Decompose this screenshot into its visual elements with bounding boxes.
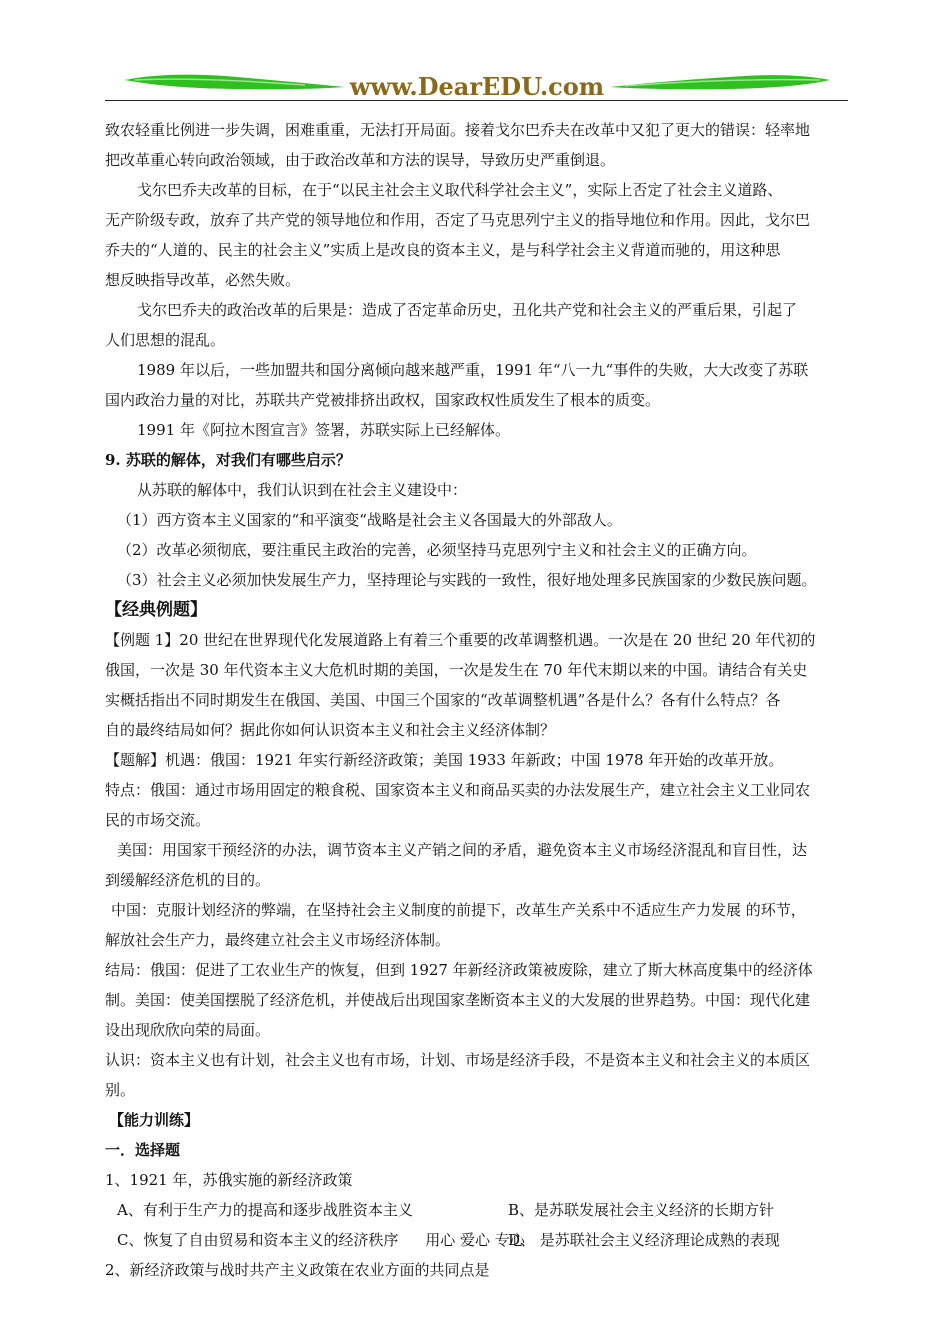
example-question-line: 自的最终结局如何？据此你如何认识资本主义和社会主义经济体制？ xyxy=(105,721,556,739)
paragraph-line: 人们思想的混乱。 xyxy=(105,331,226,349)
paragraph-line: 戈尔巴乔夫的政治改革的后果是：造成了否定革命历史，丑化共产党和社会主义的严重后果，引起了 xyxy=(137,301,798,319)
section-heading-examples: 【经典例题】 xyxy=(105,600,207,620)
site-logo-text: www.DearEDU.com xyxy=(349,72,605,101)
answer-line: 制。美国：使美国摆脱了经济危机，并使战后出现国家垄断资本主义的大发展的世界趋势。中国：现代化建 xyxy=(105,991,811,1009)
paragraph-line: 无产阶级专政，放弃了共产党的领导地位和作用，否定了马克思列宁主义的指导地位和作用。因此，戈尔巴 xyxy=(105,211,811,229)
example-question-line: 【例题 1】20 世纪在世界现代化发展道路上有着三个重要的改革调整机遇。一次是在 20 世纪 20 年代初的 xyxy=(105,631,816,649)
site-header-banner xyxy=(105,68,850,102)
paragraph-line: 1991 年《阿拉木图宣言》签署，苏联实际上已经解体。 xyxy=(137,421,510,439)
paragraph-line: 从苏联的解体中，我们认识到在社会主义建设中： xyxy=(137,481,468,499)
answer-line: 认识：资本主义也有计划，社会主义也有市场，计划、市场是经济手段，不是资本主义和社会主义的本质区 xyxy=(105,1051,811,1069)
option-a: A、有利于生产力的提高和逐步战胜资本主义 xyxy=(117,1201,413,1219)
answer-line: 解放社会生产力，最终建立社会主义市场经济体制。 xyxy=(105,931,451,949)
question-heading: 9. 苏联的解体，对我们有哪些启示？ xyxy=(105,451,351,469)
section-heading-training: 【能力训练】 xyxy=(109,1111,200,1129)
option-row xyxy=(105,1195,850,1225)
example-question-line: 实概括指出不同时期发生在俄国、美国、中国三个国家的“改革调整机遇”各是什么？各有什么特点？各 xyxy=(105,691,781,709)
option-b: B、是苏联发展社会主义经济的长期方针 xyxy=(508,1201,775,1219)
answer-line: 特点：俄国：通过市场用固定的粮食税、国家资本主义和商品买卖的办法发展生产，建立社会主义工业同农 xyxy=(105,781,811,799)
document-body xyxy=(105,115,850,1285)
answer-line: 民的市场交流。 xyxy=(105,811,211,829)
subsection-heading: 一．选择题 xyxy=(105,1141,181,1159)
answer-line: 到缓解经济危机的目的。 xyxy=(105,871,271,889)
answer-line: 【题解】机遇：俄国：1921 年实行新经济政策；美国 1933 年新政；中国 1978 年开始的改革开放。 xyxy=(105,751,784,769)
paragraph-line: 想反映指导改革，必然失败。 xyxy=(105,271,301,289)
answer-line: 美国：用国家干预经济的办法，调节资本主义产销之间的矛盾，避免资本主义市场经济混乱和盲目性，达 xyxy=(117,841,808,859)
list-item: （1）西方资本主义国家的“和平演变“战略是社会主义各国最大的外部敌人。 xyxy=(117,511,622,529)
example-question-line: 俄国，一次是 30 年代资本主义大危机时期的美国，一次是发生在 70 年代末期以来的中国。请结合有关史 xyxy=(105,661,808,679)
answer-line: 设出现欣欣向荣的局面。 xyxy=(105,1021,271,1039)
paragraph-line: 1989 年以后，一些加盟共和国分离倾向越来越严重，1991 年“八一九“事件的失败，大大改变了苏联 xyxy=(137,361,809,379)
answer-line: 别。 xyxy=(105,1081,136,1099)
question-stem: 2、新经济政策与战时共产主义政策在农业方面的共同点是 xyxy=(105,1261,490,1279)
list-item: （2）改革必须彻底，要注重民主政治的完善，必须坚持马克思列宁主义和社会主义的正确方向。 xyxy=(117,541,757,559)
paragraph-line: 国内政治力量的对比，苏联共产党被排挤出政权，国家政权性质发生了根本的质变。 xyxy=(105,391,661,409)
page-footer: 用心 爱心 专心 xyxy=(425,1231,525,1249)
paragraph-line: 把改革重心转向政治领域，由于政治改革和方法的误导，导致历史严重倒退。 xyxy=(105,151,616,169)
option-d: D、 是苏联社会主义经济理论成熟的表现 xyxy=(508,1231,780,1249)
header-rule xyxy=(105,100,848,101)
question-stem: 1、1921 年，苏俄实施的新经济政策 xyxy=(105,1171,353,1189)
paragraph-line: 乔夫的“人道的、民主的社会主义”实质上是改良的资本主义，是与科学社会主义背道而驰的，用这种思 xyxy=(105,241,781,259)
list-item: （3）社会主义必须加快发展生产力，坚持理论与实践的一致性，很好地处理多民族国家的少数民族问题。 xyxy=(117,571,817,589)
paragraph-line: 戈尔巴乔夫改革的目标，在于“以民主社会主义取代科学社会主义”，实际上否定了社会主义道路、 xyxy=(137,181,783,199)
answer-line: 结局：俄国：促进了工农业生产的恢复，但到 1927 年新经济政策被废除，建立了斯大林高度集中的经济体 xyxy=(105,961,813,979)
answer-line: 中国：克服计划经济的弊端，在坚持社会主义制度的前提下，改革生产关系中不适应生产力发展 的环节， xyxy=(111,901,806,919)
dearedu-logo xyxy=(105,68,850,102)
option-c: C、恢复了自由贸易和资本主义的经济秩序 xyxy=(117,1231,399,1249)
paragraph-line: 致农轻重比例进一步失调，困难重重，无法打开局面。接着戈尔巴乔夫在改革中又犯了更大的错误：轻率地 xyxy=(105,121,811,139)
